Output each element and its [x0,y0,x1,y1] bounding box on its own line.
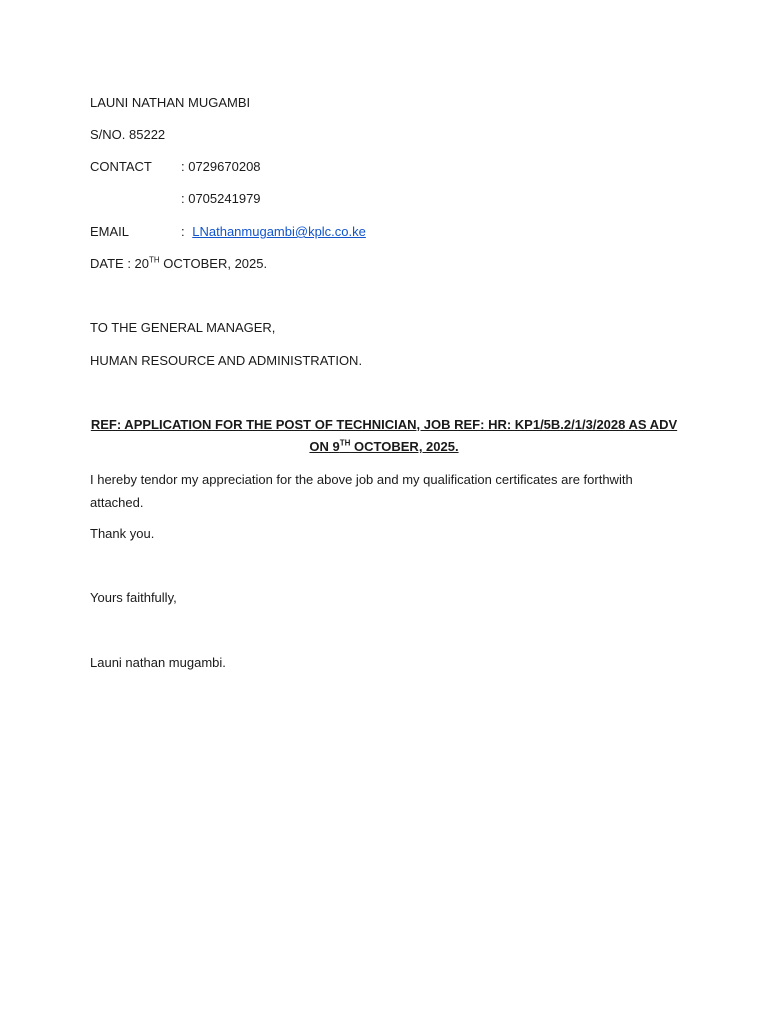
recipient-line-1: TO THE GENERAL MANAGER, [90,320,276,335]
email-row [181,224,366,240]
date-superscript: TH [149,255,160,265]
closing-line: Yours faithfully, [90,590,177,605]
signature-name: Launi nathan mugambi. [90,655,226,670]
reference-line-2 [90,436,678,458]
contact-phone-1: : 0729670208 [181,159,261,174]
date-prefix: DATE : 20 [90,256,150,271]
date-suffix: OCTOBER, 2025. [159,256,268,271]
email-link[interactable]: LNathanmugambi@kplc.co.ke [192,224,366,239]
email-colon: : [181,224,185,239]
reference-line-1: REF: APPLICATION FOR THE POST OF TECHNICIAN, JOB REF: HR: KP1/5B.2/1/3/2028 AS ADV [90,417,678,432]
thanks-line: Thank you. [90,526,155,541]
reference-line-2-prefix: ON 9 [309,439,340,454]
reference-superscript: TH [339,438,351,448]
reference-line-2-suffix: OCTOBER, 2025. [350,439,459,454]
staff-number: S/NO. 85222 [90,127,166,142]
body-paragraph: I hereby tendor my appreciation for the above job and my qualification certificates are forthwith attached. [90,472,633,510]
contact-phone-2: : 0705241979 [181,191,261,206]
letter-date [90,256,267,272]
sender-name: LAUNI NATHAN MUGAMBI [90,95,251,110]
email-label: EMAIL [90,224,130,239]
reference-heading [90,414,678,458]
recipient-line-2: HUMAN RESOURCE AND ADMINISTRATION. [90,353,363,368]
contact-label: CONTACT [90,159,152,174]
